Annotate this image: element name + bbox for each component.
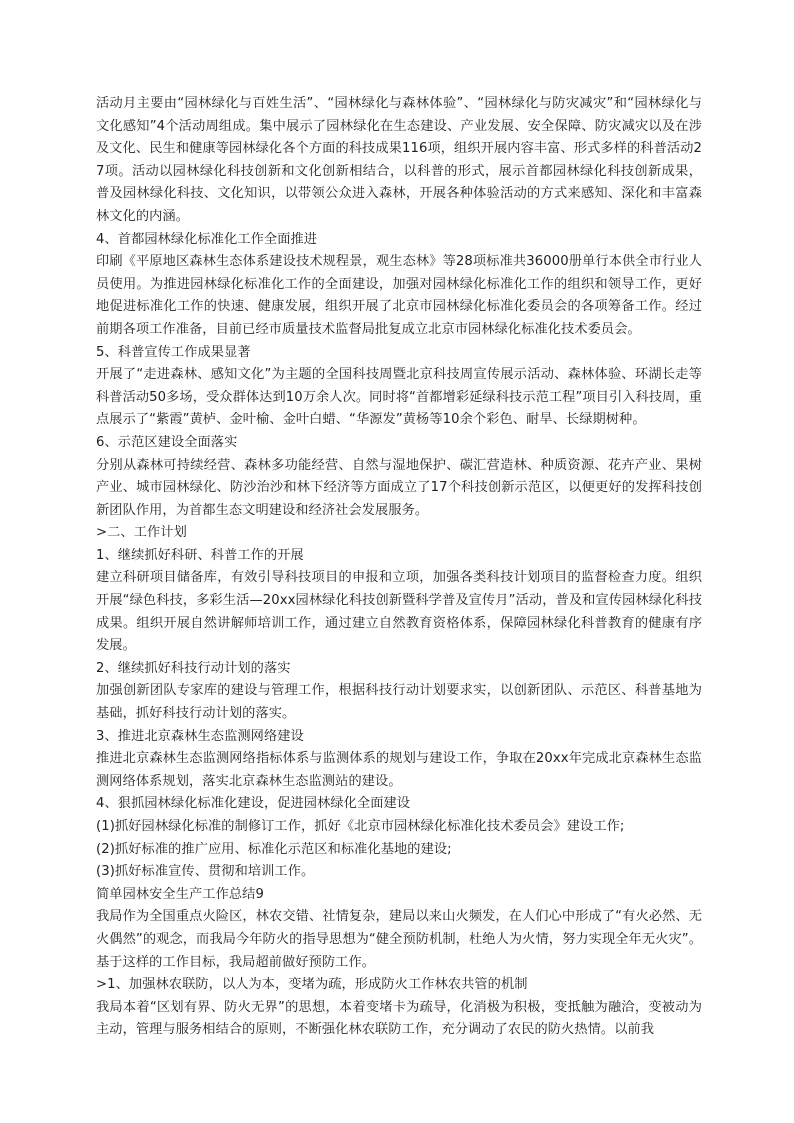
heading-standard-construction: 4、狠抓园林绿化标准化建设，促进园林绿化全面建设: [96, 796, 411, 812]
heading-action-plan: 2、继续抓好科技行动计划的落实: [96, 660, 291, 676]
paragraph-fire-risk: 我局作为全国重点火险区，林农交错、社情复杂，建局以来山火频发，在人们心中形成了“有火必然、无火偶然”的观念，而我局今年防火的指导思想为“健全预防机制，杜绝人为火情，努力实现全年无火灾”。基于这样的工作目标，我局超前做好预防工作。: [96, 909, 702, 970]
list-item-standard-1: (1)抓好园林绿化标准的制修订工作，抓好《北京市园林绿化标准化技术委员会》建设工作;: [96, 819, 625, 834]
paragraph-monitoring-network: 推进北京森林生态监测网络指标体系与监测体系的规划与建设工作，争取在20xx年完成北京森林生态监测网络体系规划，落实北京森林生态监测站的建设。: [96, 751, 702, 789]
document-body: [96, 93, 702, 1042]
heading-monitoring-network: 3、推进北京森林生态监测网络建设: [96, 728, 304, 744]
paragraph-research: 建立科研项目储备库，有效引导科技项目的申报和立项，加强各类科技计划项目的监督检查力度。组织开展“绿色科技，多彩生活—20xx园林绿化科技创新暨科学普及宣传月”活动，普及和宣传园林绿化科技成果。组织开展自然讲解师培训工作，通过建立自然教育资格体系，保障园林绿化科普教育的健康有序发展。: [96, 570, 702, 654]
heading-science-publicity: 5、科普宣传工作成果显著: [96, 344, 251, 360]
paragraph-action-plan: 加强创新团队专家库的建设与管理工作，根据科技行动计划要求实，以创新团队、示范区、科普基地为基础，抓好科技行动计划的落实。: [96, 683, 702, 722]
paragraph-science-publicity: 开展了“走进森林、感知文化”为主题的全国科技周暨北京科技周宣传展示活动、森林体验、环湖长走等科普活动50多场，受众群体达到10万余人次。同时将“首都增彩延绿科技示范工程”项目引入科技周，重点展示了“紫霞”黄栌、金叶榆、金叶白蜡、“华源发”黄杨等10余个彩色、耐旱、长绿期树种。: [96, 367, 702, 428]
section-title-safety-summary: 简单园林安全生产工作总结9: [96, 886, 264, 902]
heading-work-plan: >二、工作计划: [96, 525, 187, 541]
heading-research: 1、继续抓好科研、科普工作的开展: [96, 547, 304, 563]
list-item-standard-3: (3)抓好标准宣传、贯彻和培训工作。: [96, 864, 315, 880]
paragraph-joint-defense: 我局本着“区划有界、防火无界”的思想，本着变堵卡为疏导，化消极为积极，变抵触为融洽，变被动为主动，管理与服务相结合的原则，不断强化林农联防工作，充分调动了农民的防火热情。以前我: [96, 999, 702, 1038]
paragraph-activity-month: 活动月主要由“园林绿化与百姓生活”、“园林绿化与森林体验”、“园林绿化与防灾减灾”和“园林绿化与文化感知”4个活动周组成。集中展示了园林绿化在生态建设、产业发展、安全保障、防灾减灾以及在涉及文化、民生和健康等园林绿化各个方面的科技成果116项，组织开展内容丰富、形式多样的科普活动27项。活动以园林绿化科技创新和文化创新相结合，以科普的形式，展示首都园林绿化科技创新成果，普及园林绿化科技、文化知识，以带领公众进入森林，开展各种体验活动的方式来感知、深化和丰富森林文化的内涵。: [96, 96, 702, 224]
paragraph-standardization: 印刷《平原地区森林生态体系建设技术规程景，观生态林》等28项标准共36000册单行本供全市行业人员使用。为推进园林绿化标准化工作的全面建设，加强对园林绿化标准化工作的组织和领导工作，更好地促进标准化工作的快速、健康发展，组织开展了北京市园林绿化标准化委员会的各项筹备工作。经过前期各项工作准备，目前已经市质量技术监督局批复成立北京市园林绿化标准化技术委员会。: [96, 254, 702, 337]
heading-joint-defense: >1、加强林农联防，以人为本，变堵为疏，形成防火工作林农共管的机制: [96, 977, 528, 993]
heading-standardization: 4、首都园林绿化标准化工作全面推进: [96, 231, 318, 247]
paragraph-demonstration-zone: 分别从森林可持续经营、森林多功能经营、自然与湿地保护、碳汇营造林、种质资源、花卉产业、果树产业、城市园林绿化、防沙治沙和林下经济等方面成立了17个科技创新示范区，以便更好的发挥科技创新团队作用，为首都生态文明建设和经济社会发展服务。: [96, 457, 702, 518]
list-item-standard-2: (2)抓好标准的推广应用、标准化示范区和标准化基地的建设;: [96, 841, 452, 857]
heading-demonstration-zone: 6、示范区建设全面落实: [96, 434, 238, 450]
